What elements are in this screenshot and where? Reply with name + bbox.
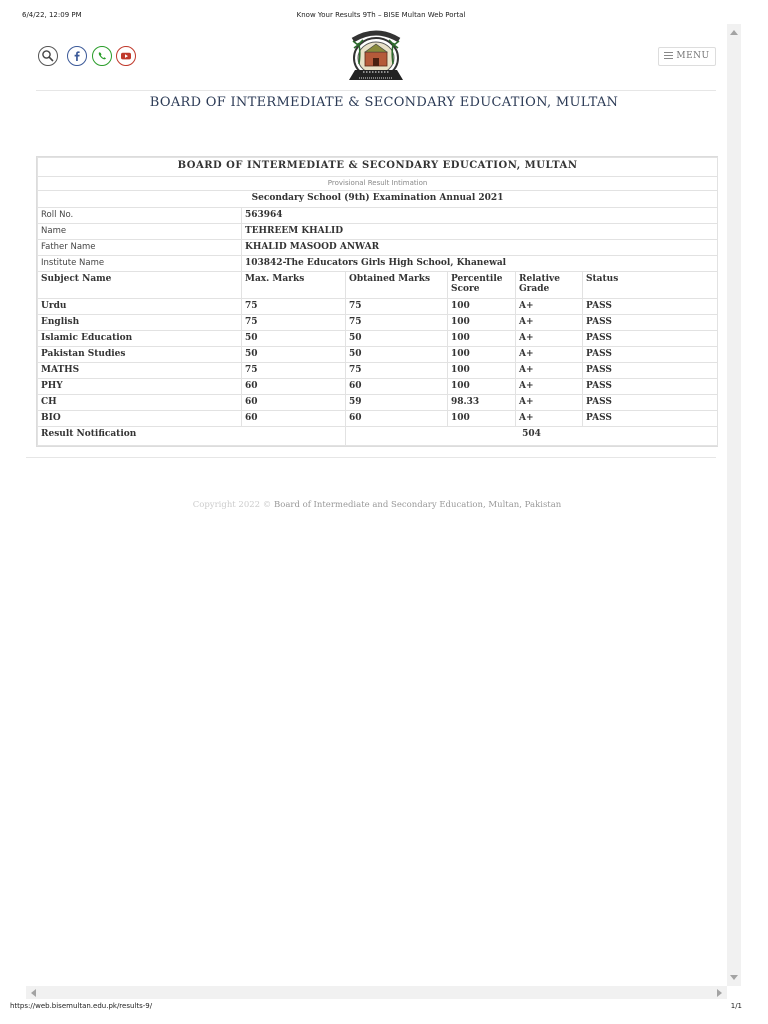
print-header (22, 11, 740, 23)
obtained-marks: 75 (346, 363, 448, 379)
info-row-name (38, 224, 718, 240)
hamburger-icon (664, 50, 673, 61)
info-row-roll (38, 208, 718, 224)
table-row (38, 411, 718, 427)
subject-name: Islamic Education (38, 331, 242, 347)
info-value: KHALID MASOOD ANWAR (242, 240, 718, 256)
percentile-score: 100 (448, 315, 516, 331)
max-marks: 60 (242, 395, 346, 411)
status: PASS (583, 411, 718, 427)
subject-name: CH (38, 395, 242, 411)
table-row (38, 299, 718, 315)
site-title: BOARD OF INTERMEDIATE & SECONDARY EDUCATION, MULTAN (149, 95, 619, 110)
table-header-row (38, 272, 718, 299)
relative-grade: A+ (516, 379, 583, 395)
print-page-title: Know Your Results 9Th – BISE Multan Web Portal (296, 11, 466, 19)
status: PASS (583, 315, 718, 331)
percentile-score: 100 (448, 411, 516, 427)
scroll-down-icon[interactable] (730, 975, 738, 980)
col-header: Obtained Marks (346, 272, 448, 299)
max-marks: 60 (242, 379, 346, 395)
info-row-father (38, 240, 718, 256)
obtained-marks: 75 (346, 315, 448, 331)
facebook-icon[interactable] (67, 46, 87, 66)
percentile-score: 100 (448, 363, 516, 379)
info-label: Institute Name (38, 256, 242, 272)
provisional-label: Provisional Result Intimation (38, 177, 718, 191)
subject-name: MATHS (38, 363, 242, 379)
max-marks: 75 (242, 363, 346, 379)
relative-grade: A+ (516, 347, 583, 363)
percentile-score: 100 (448, 299, 516, 315)
obtained-marks: 60 (346, 379, 448, 395)
max-marks: 60 (242, 411, 346, 427)
copyright-year: Copyright 2022 © (192, 500, 272, 510)
relative-grade: A+ (516, 299, 583, 315)
table-row (38, 315, 718, 331)
exam-title: Secondary School (9th) Examination Annual 2021 (38, 191, 718, 208)
percentile-score: 100 (448, 347, 516, 363)
col-header: Status (583, 272, 718, 299)
subject-name: Pakistan Studies (38, 347, 242, 363)
youtube-icon[interactable] (116, 46, 136, 66)
bise-logo (345, 28, 407, 86)
status: PASS (583, 299, 718, 315)
info-value: TEHREEM KHALID (242, 224, 718, 240)
header-divider (36, 90, 716, 91)
subject-name: PHY (38, 379, 242, 395)
notification-label: Result Notification (38, 427, 346, 446)
scroll-right-icon[interactable] (717, 989, 722, 997)
col-header: Percentile Score (448, 272, 516, 299)
board-name: BOARD OF INTERMEDIATE & SECONDARY EDUCATION, MULTAN (38, 158, 718, 177)
info-value: 563964 (242, 208, 718, 224)
result-table (37, 157, 718, 446)
status: PASS (583, 395, 718, 411)
percentile-score: 100 (448, 331, 516, 347)
copyright-text: Board of Intermediate and Secondary Education, Multan, Pakistan (273, 500, 562, 510)
copyright (0, 500, 754, 510)
result-notification-row (38, 427, 718, 446)
whatsapp-icon[interactable] (92, 46, 112, 66)
info-row-institute (38, 256, 718, 272)
table-row (38, 347, 718, 363)
print-footer (10, 1002, 742, 1014)
table-row (38, 331, 718, 347)
subject-name: BIO (38, 411, 242, 427)
max-marks: 75 (242, 315, 346, 331)
table-row (38, 395, 718, 411)
search-icon[interactable] (38, 46, 58, 66)
result-card (36, 156, 718, 447)
relative-grade: A+ (516, 363, 583, 379)
obtained-marks: 50 (346, 331, 448, 347)
vertical-scrollbar[interactable] (727, 24, 741, 986)
status: PASS (583, 347, 718, 363)
col-header: Relative Grade (516, 272, 583, 299)
status: PASS (583, 379, 718, 395)
print-datetime: 6/4/22, 12:09 PM (22, 11, 82, 19)
table-row (38, 363, 718, 379)
status: PASS (583, 331, 718, 347)
print-url: https://web.bisemultan.edu.pk/results-9/ (10, 1002, 153, 1010)
scroll-up-icon[interactable] (730, 30, 738, 35)
max-marks: 50 (242, 331, 346, 347)
subject-name: English (38, 315, 242, 331)
info-label: Roll No. (38, 208, 242, 224)
status: PASS (583, 363, 718, 379)
scroll-left-icon[interactable] (31, 989, 36, 997)
obtained-marks: 59 (346, 395, 448, 411)
max-marks: 50 (242, 347, 346, 363)
content-divider (26, 457, 716, 458)
info-label: Name (38, 224, 242, 240)
menu-button[interactable] (658, 47, 716, 66)
table-row (38, 379, 718, 395)
info-value: 103842-The Educators Girls High School, Khanewal (242, 256, 718, 272)
percentile-score: 100 (448, 379, 516, 395)
obtained-marks: 75 (346, 299, 448, 315)
relative-grade: A+ (516, 395, 583, 411)
horizontal-scrollbar[interactable] (26, 986, 727, 999)
percentile-score: 98.33 (448, 395, 516, 411)
relative-grade: A+ (516, 331, 583, 347)
total-marks: 504 (346, 427, 718, 446)
subject-name: Urdu (38, 299, 242, 315)
max-marks: 75 (242, 299, 346, 315)
obtained-marks: 50 (346, 347, 448, 363)
col-header: Subject Name (38, 272, 242, 299)
obtained-marks: 60 (346, 411, 448, 427)
relative-grade: A+ (516, 411, 583, 427)
print-page-count: 1/1 (730, 1002, 742, 1010)
menu-label: MENU (676, 51, 710, 61)
col-header: Max. Marks (242, 272, 346, 299)
relative-grade: A+ (516, 315, 583, 331)
info-label: Father Name (38, 240, 242, 256)
